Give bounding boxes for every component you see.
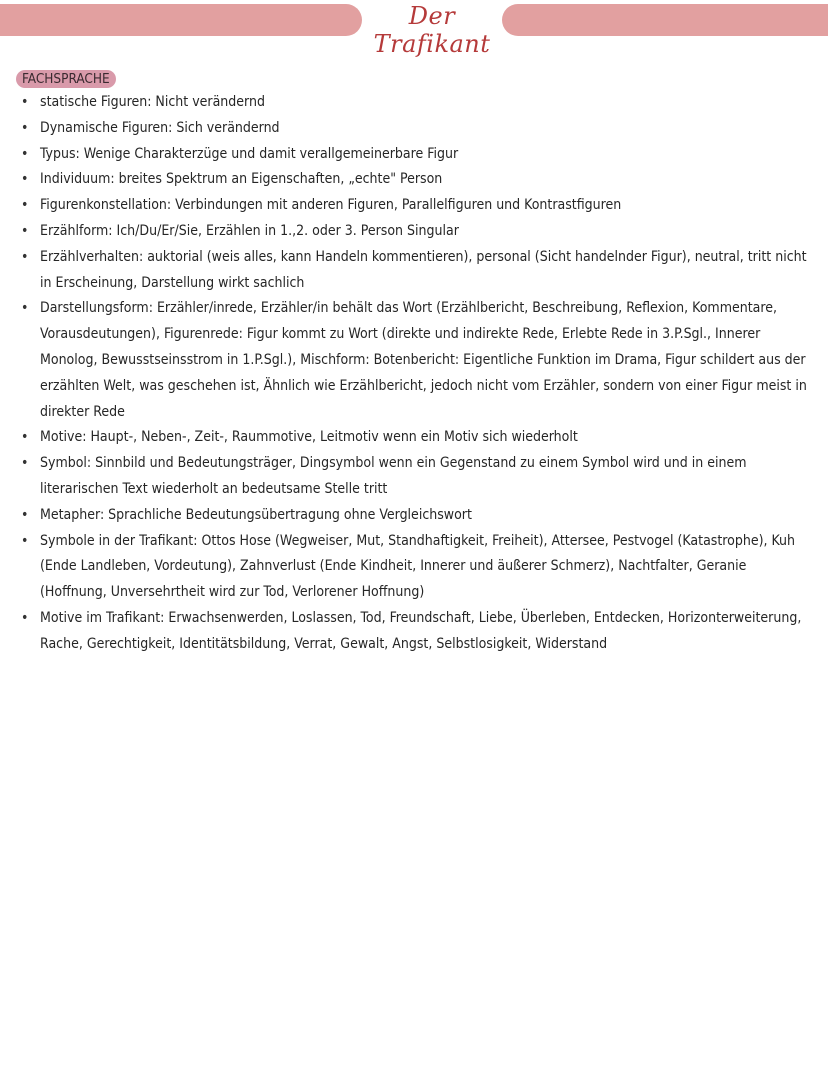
list-item: • statische Figuren: Nicht verändernd	[16, 90, 814, 116]
title-banner	[0, 2, 828, 58]
fachsprache-section	[16, 68, 814, 658]
list-item: • Individuum: breites Spektrum an Eigenschaften, „echte" Person	[16, 167, 814, 193]
list-item: • Dynamische Figuren: Sich verändernd	[16, 116, 814, 142]
list-item: • Metapher: Sprachliche Bedeutungsübertragung ohne Vergleichswort	[16, 503, 814, 529]
list-item: • Erzählverhalten: auktorial (weis alles, kann Handeln kommentieren), personal (Sicht handelnder Figur), neutral, tritt nicht in Erscheinung, Darstellung wirkt sachlich	[16, 245, 814, 297]
list-item: • Figurenkonstellation: Verbindungen mit anderen Figuren, Parallelfiguren und Kontrastfiguren	[16, 193, 814, 219]
list-item: • Typus: Wenige Charakterzüge und damit verallgemeinerbare Figur	[16, 142, 814, 168]
list-item: • Symbol: Sinnbild und Bedeutungsträger, Dingsymbol wenn ein Gegenstand zu einem Symbol wird und in einem literarischen Text wiederholt an bedeutsame Stelle tritt	[16, 451, 814, 503]
title-banner-left-stripe	[0, 4, 362, 36]
list-item: • Darstellungsform: Erzähler/inrede, Erzähler/in behält das Wort (Erzählbericht, Beschreibung, Reflexion, Kommentare, Vorausdeutungen), Figurenrede: Figur kommt zu Wort (direkte und indirekte Rede, Erlebte Rede in 3.P.Sgl., Innerer Monolog, Bewusstseinsstrom in 1.P.Sgl.), Mischform: Botenbericht: Eigentliche Funktion im Drama, Figur schildert aus der erzählten Welt, was geschehen ist, Ähnlich wie Erzählbericht, jedoch nicht vom Erzähler, sondern von einer Figur meist in direkter Rede	[16, 296, 814, 425]
list-item: • Motive: Haupt-, Neben-, Zeit-, Raummotive, Leitmotiv wenn ein Motiv sich wiederholt	[16, 425, 814, 451]
list-item: • Symbole in der Trafikant: Ottos Hose (Wegweiser, Mut, Standhaftigkeit, Freiheit), Attersee, Pestvogel (Katastrophe), Kuh (Ende Landleben, Vordeutung), Zahnverlust (Ende Kindheit, Innerer und äußerer Schmerz), Nachtfalter, Geranie (Hoffnung, Unversehrtheit wird zur Tod, Verlorener Hoffnung)	[16, 529, 814, 606]
section-heading: FACHSPRACHE	[16, 70, 116, 88]
list-item: • Motive im Trafikant: Erwachsenwerden, Loslassen, Tod, Freundschaft, Liebe, Überleben, Entdecken, Horizonterweiterung, Rache, Gerechtigkeit, Identitätsbildung, Verrat, Gewalt, Angst, Selbstlosigkeit, Widerstand	[16, 606, 814, 658]
list-item: • Erzählform: Ich/Du/Er/Sie, Erzählen in 1.,2. oder 3. Person Singular	[16, 219, 814, 245]
term-list	[16, 90, 814, 658]
page-title: Der Trafikant	[373, 2, 491, 58]
title-banner-right-stripe	[502, 4, 828, 36]
